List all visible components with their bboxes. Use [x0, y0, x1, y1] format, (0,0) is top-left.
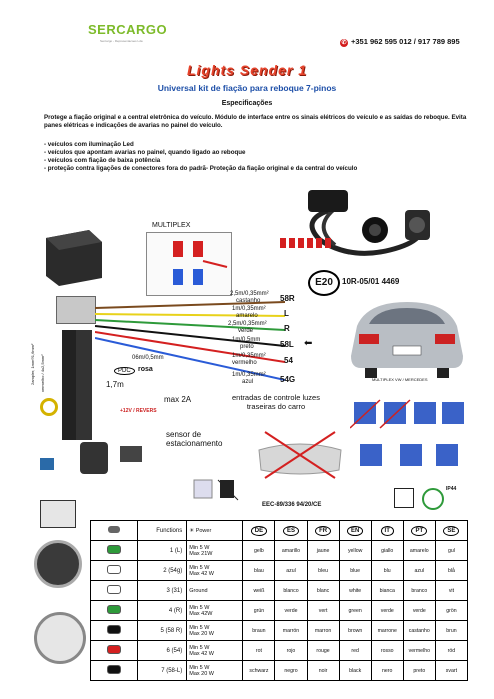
lang-en: [339, 521, 371, 541]
control-module: [44, 228, 104, 288]
lang-de: [243, 521, 275, 541]
color-translation: red: [339, 641, 371, 661]
weee-icons: [192, 478, 242, 502]
color-translation: grön: [435, 601, 467, 621]
color-translation: yellow: [339, 541, 371, 561]
lang-pt: [403, 521, 435, 541]
color-translation: vert: [307, 601, 339, 621]
pin-58l: 58L: [280, 340, 294, 349]
description: Protege a fiação original e a central eletrônica do veículo. Módulo de interface entre os sinais elétricos do veículo e as saídas do reboque. Evita panes elétricas e indicações de avarias no painel do veículo.: [44, 114, 467, 129]
bullet-2: - veículos que apontam avarias no painel, quando ligado ao reboque: [44, 149, 246, 156]
pin-58r: 58R: [280, 294, 295, 303]
pin-54g: 54G: [280, 375, 296, 384]
color-translation: jaune: [307, 541, 339, 561]
color-translation: blå: [435, 561, 467, 581]
table-row: [91, 641, 468, 661]
pin-function: 1 (L): [137, 541, 186, 561]
color-translation: braun: [243, 621, 275, 641]
lang-fr-label: FR: [315, 526, 331, 536]
function-icon: [91, 541, 138, 561]
pin-power: Min 5 W Max 21W: [187, 541, 243, 561]
eec-label: EEC-89/336 94/20/CE: [262, 502, 322, 508]
lang-it: [371, 521, 403, 541]
connector-blue: [40, 458, 54, 470]
table-row: [91, 601, 468, 621]
bumper-image: [255, 430, 345, 480]
color-translation: amarelo: [403, 541, 435, 561]
lang-es: [275, 521, 307, 541]
phone-contact: [340, 37, 460, 47]
color-translation: branco: [403, 581, 435, 601]
pdc-badge: PDC: [114, 367, 135, 375]
function-icon: [91, 581, 138, 601]
table-row: [91, 621, 468, 641]
power-label: Power: [195, 527, 212, 534]
color-translation: rot: [243, 641, 275, 661]
car-caption: MULTIPLEX VW / MERCEDES: [372, 377, 428, 382]
color-translation: preto: [403, 661, 435, 681]
color-translation: svart: [435, 661, 467, 681]
color-translation: blanco: [275, 581, 307, 601]
function-color-icon: [107, 645, 121, 654]
product-subtitle: Universal kit de fiação para reboque 7-pinos: [157, 83, 337, 93]
bullet-3: - veículos com fiação de baixa potência: [44, 157, 161, 164]
product-title: Lights Sender 1: [186, 62, 308, 78]
color-translation: brown: [339, 621, 371, 641]
pin-power: Min 5 W Max 42 W: [187, 641, 243, 661]
wire-color-4: preto: [240, 344, 254, 350]
logo-tagline: Sercargo - Representacoes Lda: [100, 39, 143, 43]
pin-function: 5 (58 R): [137, 621, 186, 641]
rosa-gauge: 06m/0,5mm: [132, 355, 164, 361]
color-translation: white: [339, 581, 371, 601]
color-translation: azul: [403, 561, 435, 581]
bullet-1: - veículos com iluminação Led: [44, 141, 134, 148]
function-color-icon: [107, 605, 121, 614]
ground-terminal: [40, 398, 58, 416]
function-color-icon: [107, 625, 121, 634]
color-translation: green: [339, 601, 371, 621]
color-translation: weiß: [243, 581, 275, 601]
pin-power: Min 5 W Max 20 W: [187, 661, 243, 681]
wire-color-5: vermelho: [232, 360, 257, 366]
spec-heading: Especificações: [221, 100, 273, 107]
wire-gauge-5: 1m/0,35mm²: [232, 353, 266, 359]
trailer-plug: [80, 442, 108, 474]
color-translation: schwarz: [243, 661, 275, 681]
pin-power: Min 5 W Max 42W: [187, 601, 243, 621]
color-translation: bleu: [307, 561, 339, 581]
color-translation: rosso: [371, 641, 403, 661]
length-label: 1,7m: [106, 380, 124, 389]
pdc-label: [114, 368, 135, 374]
function-icon: [91, 661, 138, 681]
color-translation: gul: [435, 541, 467, 561]
color-translation: vit: [435, 581, 467, 601]
arrow-left-icon: ⬅: [304, 338, 313, 349]
lang-es-label: ES: [283, 526, 299, 536]
pin-function: 4 (R): [137, 601, 186, 621]
pin-function: 7 (58-L): [137, 661, 186, 681]
color-translation: castanho: [403, 621, 435, 641]
phone-number: +351 962 595 012 / 917 789 895: [351, 37, 460, 46]
lang-pt-label: PT: [411, 526, 427, 536]
function-icon: [91, 641, 138, 661]
pin-power: Min 5 W Max 42 W: [187, 561, 243, 581]
color-translation: black: [339, 661, 371, 681]
relay-box: [120, 446, 142, 462]
pin-function: 6 (54): [137, 641, 186, 661]
left-wire-label-1: 2ampler, 1mm²/1,6mm²: [30, 343, 35, 385]
table-row: [91, 661, 468, 681]
lang-de-label: DE: [251, 526, 267, 536]
color-translation: marrone: [371, 621, 403, 641]
lang-it-label: IT: [381, 526, 394, 536]
function-color-icon: [107, 665, 121, 674]
table-header-functions: Functions: [137, 521, 186, 541]
wire-gauge-6: 1m/0,35mm²: [232, 372, 266, 378]
color-translation: nero: [371, 661, 403, 681]
rear-lights-label: entradas de controle luzes traseiras do carro: [232, 393, 320, 411]
color-translation: negro: [275, 661, 307, 681]
wire-gauge-1: 2,5m/0,35mm²: [230, 291, 269, 297]
color-translation: bianca: [371, 581, 403, 601]
lang-en-label: EN: [347, 526, 363, 536]
wire-gauge-2: 1m/0,35mm²: [232, 306, 266, 312]
color-translation: noir: [307, 661, 339, 681]
color-translation: verde: [371, 601, 403, 621]
car-image: [345, 296, 469, 382]
e20-mark: E20: [308, 270, 340, 296]
lang-se: [435, 521, 467, 541]
socket-front: [34, 540, 82, 588]
harness-connector: [56, 296, 96, 324]
function-color-icon: [107, 585, 121, 594]
rosa-label: rosa: [138, 366, 153, 373]
logo: SERCARGO: [88, 22, 168, 37]
multiplex-detail: [146, 232, 232, 296]
pin-r: R: [284, 324, 290, 333]
battery-icon: [40, 500, 76, 528]
table-header-icon: [91, 521, 138, 541]
table-row: [91, 581, 468, 601]
function-icon: [91, 561, 138, 581]
color-translation: rouge: [307, 641, 339, 661]
color-translation: brun: [435, 621, 467, 641]
wire-color-6: azul: [242, 379, 254, 385]
lang-fr: [307, 521, 339, 541]
color-translation: marron: [307, 621, 339, 641]
ce-icon: [394, 488, 414, 508]
ip-label: IP44: [446, 486, 457, 492]
wire-color-1: castanho: [236, 298, 261, 304]
table-header-power: [187, 521, 243, 541]
wire-color-3: verde: [238, 328, 254, 334]
table-row: [91, 561, 468, 581]
bullet-4: - proteção contra ligações de conectores fora do padrã- Proteção da fiação original e da central do veículo: [44, 165, 358, 172]
harness-cable-2: [76, 330, 92, 440]
color-translation: blu: [371, 561, 403, 581]
color-translation: blau: [243, 561, 275, 581]
pin-power: Min 5 W Max 20 W: [187, 621, 243, 641]
pin-54: 54: [284, 356, 293, 365]
pin-function: 3 (31): [137, 581, 186, 601]
function-table: [90, 520, 468, 681]
lang-se-label: SE: [443, 526, 459, 536]
reverse-label: +12V / REVERS: [120, 408, 157, 414]
product-photo: [280, 180, 450, 270]
fuse-label: max 2A: [164, 395, 192, 404]
color-translation: röd: [435, 641, 467, 661]
rohs-icon: [422, 488, 444, 510]
parking-sensor-label: sensor de estacionamento: [166, 430, 223, 448]
function-color-icon: [107, 545, 121, 554]
function-color-icon: [107, 565, 121, 574]
wire-gauge-4: 1m/0,5mm: [232, 337, 261, 343]
function-icon: [91, 601, 138, 621]
color-translation: grün: [243, 601, 275, 621]
color-translation: rojo: [275, 641, 307, 661]
color-translation: marrón: [275, 621, 307, 641]
multiplex-label: MULTIPLEX: [152, 222, 191, 229]
color-translation: amarillo: [275, 541, 307, 561]
left-wire-label-2: vermelho / 4x2,5mm²: [40, 354, 45, 392]
wire-color-2: amarelo: [236, 313, 258, 319]
bulb-icon: ☀: [189, 527, 196, 534]
function-icon: [91, 621, 138, 641]
color-translation: verde: [275, 601, 307, 621]
color-translation: blanc: [307, 581, 339, 601]
pin-l: L: [284, 309, 289, 318]
color-translation: vermelho: [403, 641, 435, 661]
phone-icon: ✆: [341, 40, 347, 46]
cable-kit-image: [280, 180, 450, 270]
table-row: [91, 541, 468, 561]
pin-function: 2 (54g): [137, 561, 186, 581]
color-translation: gelb: [243, 541, 275, 561]
table-header-row: [91, 521, 468, 541]
pin-power: Ground: [187, 581, 243, 601]
color-translation: blue: [339, 561, 371, 581]
color-translation: azul: [275, 561, 307, 581]
wire-gauge-3: 2,5m/0,35mm²: [228, 321, 267, 327]
plug-icon: [108, 526, 120, 533]
approval-code: 10R-05/01 4469: [342, 277, 400, 286]
socket-pins: [34, 612, 86, 664]
color-translation: verde: [403, 601, 435, 621]
color-translation: giallo: [371, 541, 403, 561]
install-steps: [350, 398, 468, 488]
